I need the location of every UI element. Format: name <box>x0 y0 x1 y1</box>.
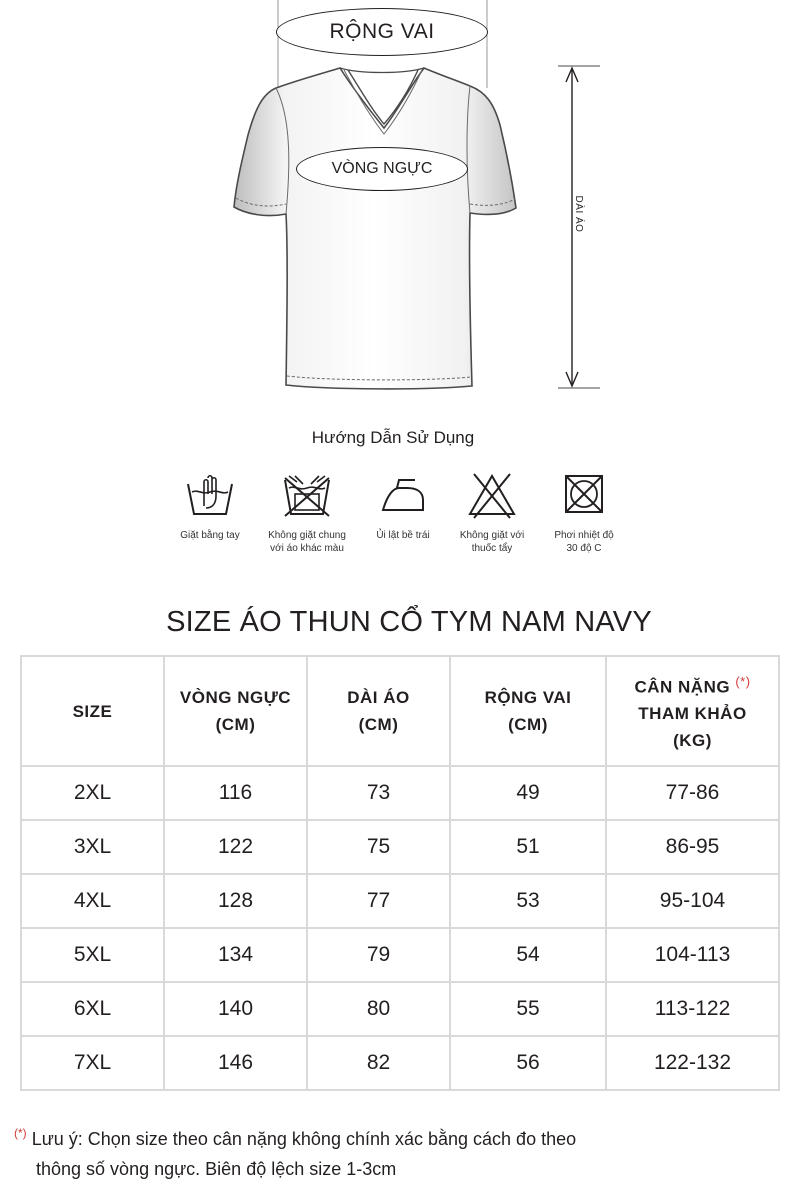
cell-weight: 113-122 <box>606 982 779 1036</box>
cell-size: 5XL <box>21 928 164 982</box>
cell-length: 82 <box>307 1036 450 1090</box>
care-caption-line2: thuốc tẩy <box>471 543 513 554</box>
cell-length: 80 <box>307 982 450 1036</box>
cell-length: 79 <box>307 928 450 982</box>
cell-size: 4XL <box>21 874 164 928</box>
table-header-row <box>21 656 779 766</box>
cell-size: 3XL <box>21 820 164 874</box>
cell-weight: 95-104 <box>606 874 779 928</box>
cell-chest: 116 <box>164 766 307 820</box>
tshirt-outline-icon <box>0 0 800 420</box>
cell-shoulder: 56 <box>450 1036 606 1090</box>
care-caption-line1: Ủi lật bề trái <box>376 530 430 541</box>
header-weight: CÂN NẶNG (*) THAM KHẢO (KG) <box>606 656 779 766</box>
cell-shoulder: 54 <box>450 928 606 982</box>
table-row <box>21 928 779 982</box>
care-item-no-mixed-wash <box>252 470 362 555</box>
care-caption-line1: Không giặt chung <box>268 530 346 541</box>
length-label: DÀI ÁO <box>573 195 584 233</box>
no-mixed-wash-icon <box>281 470 333 520</box>
cell-size: 7XL <box>21 1036 164 1090</box>
cell-chest: 146 <box>164 1036 307 1090</box>
care-caption-line2: 30 độ C <box>566 543 602 554</box>
header-shoulder: RỘNG VAI (CM) <box>450 656 606 766</box>
asterisk-mark: (*) <box>735 673 751 689</box>
hand-wash-icon <box>184 470 236 520</box>
header-size: SIZE <box>21 656 164 766</box>
cell-weight: 104-113 <box>606 928 779 982</box>
care-item-dry <box>529 470 639 555</box>
care-caption-line1: Phơi nhiệt độ <box>554 530 614 541</box>
size-note <box>14 1118 784 1184</box>
shoulder-width-label: RỘNG VAI <box>276 8 488 56</box>
table-row <box>21 982 779 1036</box>
header-chest: VÒNG NGỰC (CM) <box>164 656 307 766</box>
table-row <box>21 820 779 874</box>
no-bleach-icon <box>466 470 518 520</box>
cell-size: 6XL <box>21 982 164 1036</box>
cell-shoulder: 49 <box>450 766 606 820</box>
cell-chest: 140 <box>164 982 307 1036</box>
cell-chest: 134 <box>164 928 307 982</box>
header-length: DÀI ÁO (CM) <box>307 656 450 766</box>
cell-shoulder: 55 <box>450 982 606 1036</box>
note-line1: Lưu ý: Chọn size theo cân nặng không chính xác bằng cách đo theo <box>31 1129 577 1149</box>
cell-shoulder: 51 <box>450 820 606 874</box>
size-table-title: SIZE ÁO THUN CỔ TYM NAM NAVY <box>166 606 652 638</box>
table-row <box>21 1036 779 1090</box>
table-row <box>21 766 779 820</box>
chest-label: VÒNG NGỰC <box>296 147 468 191</box>
note-line2: thông số vòng ngực. Biên độ lệch size 1-3cm <box>36 1159 397 1179</box>
note-asterisk-mark: (*) <box>14 1126 27 1140</box>
cell-length: 73 <box>307 766 450 820</box>
cell-length: 77 <box>307 874 450 928</box>
cell-weight: 77-86 <box>606 766 779 820</box>
cell-chest: 128 <box>164 874 307 928</box>
cell-chest: 122 <box>164 820 307 874</box>
care-caption-line1: Giặt bằng tay <box>180 530 240 541</box>
iron-icon <box>377 470 429 520</box>
size-table <box>20 655 780 1091</box>
cell-shoulder: 53 <box>450 874 606 928</box>
cell-length: 75 <box>307 820 450 874</box>
care-icons-row <box>0 470 800 570</box>
cell-weight: 86-95 <box>606 820 779 874</box>
care-caption-line1: Không giặt với <box>459 530 525 541</box>
no-tumble-dry-icon <box>558 470 610 520</box>
care-caption-line2: với áo khác màu <box>270 543 344 554</box>
care-item-hand-wash <box>155 470 265 542</box>
care-instructions-title: Hướng Dẫn Sử Dụng <box>311 428 475 447</box>
tshirt-diagram <box>0 0 800 420</box>
cell-weight: 122-132 <box>606 1036 779 1090</box>
table-row <box>21 874 779 928</box>
cell-size: 2XL <box>21 766 164 820</box>
